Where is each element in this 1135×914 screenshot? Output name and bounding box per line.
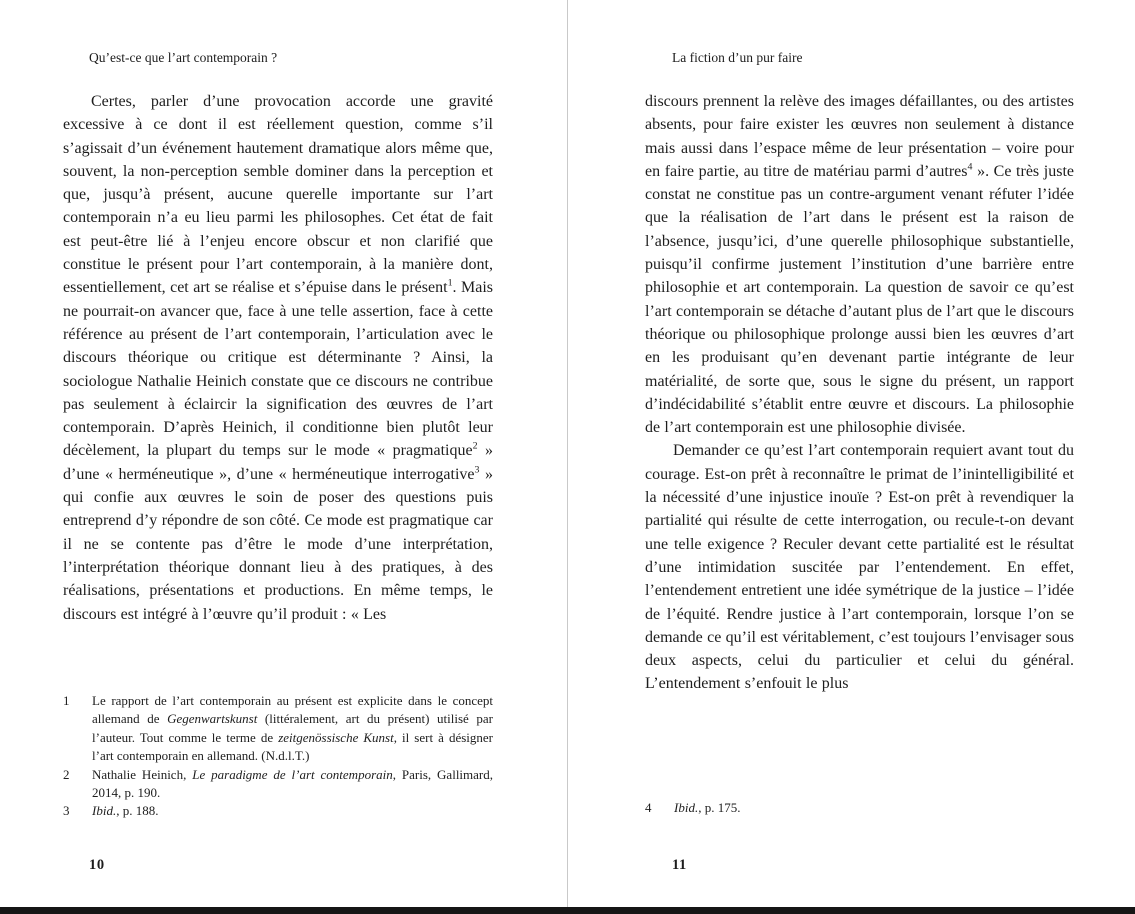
footnote [63,802,493,820]
body-text [63,90,493,626]
running-header: Qu’est-ce que l’art contemporain ? [89,50,278,65]
paragraph: discours prennent la relève des images défaillantes, ou des artistes absents, pour faire exister les œuvres non seulement à distance mais aussi dans l’espace même de leur présentation – voire pour en faire partie, au titre de matériau parmi d’autres$^4$ ». Ce très juste constat ne constitue pas un contre-argument venant réfuter l’idée que la réalisation de l’art dans le présent est la raison de l’absence, jusqu’ici, d’une querelle philosophique substantielle, puisqu’il confirme justement l’institution d’une barrière entre philosophie et art contemporain. La question de savoir ce qu’est l’art contemporain se détache d’autant plus de l’art que le discours théorique ou philosophique prolonge aussi bien les œuvres d’art en les produisant qu’en devenant partie intégrante de leur matérialité, de sorte que, sous le signe du présent, un rapport d’indécidabilité s’établit entre œuvre et discours. La philosophie de l’art contemporain est une philosophie divisée. [645,93,1074,437]
footnotes [63,692,493,821]
body-text [645,90,1074,696]
footnote [645,799,1074,817]
footnote-number: 3 [63,803,70,819]
footnote-text: Nathalie Heinich, Le paradigme de l’art contemporain, Paris, Gallimard, 2014, p. 190. [92,766,493,801]
left-page [0,0,567,914]
footnote-number: 4 [645,800,652,815]
paragraph: Certes, parler d’une provocation accorde une gravité excessive à ce dont il est réellement question, comme s’il s’agissait d’un événement hautement dramatique alors même que, souvent, la non-perception semble dominer dans la perception et que, jusqu’à présent, aucune querelle importante sur l’art contemporain n’a eu lieu parmi les philosophes. Cet état de fait est peut-être lié à l’enjeu encore obscur et non clarifié que constitue le présent pour l’art contemporain, à la manière dont, essentiellement, cet art se réalise et s’épuise dans le présent$^1$. Mais ne pourrait-on avancer que, face à une telle assertion, face à cette référence au présent de l’art contemporain, l’articulation avec le discours théorique ou critique est déterminante ? Ainsi, la sociologue Nathalie Heinich constate que ce discours ne contribue pas seulement à éclaircir la signification des œuvres de l’art contemporain. D’après Heinich, il conditionne bien plutôt leur décèlement, la plupart du temps sur le mode « pragmatique$^2$ » d’une « herméneutique », d’une « herméneutique interrogative$^3$ » qui confie aux œuvres le soin de poser des questions puis entreprend d’y répondre de son côté. Ce mode est pragmatique car il ne se contente pas d’être le mode d’une interprétation, l’interprétation théorique donnant lieu à des pratiques, à des réalisations, présentations et productions. En même temps, le discours est intégré à l’œuvre qu’il produit : « Les [63,93,493,623]
footnote-text: Le rapport de l’art contemporain au présent est explicite dans le concept allemand de Gegenwartskunst (littéralement, art du présent) utilisé par l’auteur. Tout comme le terme de zeitgenössische Kunst, il sert à désigner l’art contemporain en allemand. (N.d.l.T.) [92,693,493,764]
footnotes [645,799,1074,817]
paragraph: Demander ce qu’est l’art contemporain requiert avant tout du courage. Est-on prêt à reconnaître le primat de l’inintelligibilité et la nécessité d’une injustice inouïe ? Est-on prêt à revendiquer la partialité qui résulte de cette interrogation, ou recule-t-on devant une telle exigence ? Reculer devant cette partialité est le résultat d’une intimidation suscitée par l’entendement. En effet, l’entendement entretient une idée symétrique de la justice – l’idée de l’équité. Rendre justice à l’art contemporain, lorsque l’on se demande ce qu’il est véritablement, c’est toujours l’envisager sous deux aspects, celui du particulier et celui du général. L’entendement s’enfouit le plus [645,442,1074,693]
bottom-edge-bar [0,907,1135,914]
page-number: 10 [89,857,105,873]
page-number: 11 [672,857,687,873]
footnote-number: 1 [63,693,70,708]
footnote [63,692,493,766]
footnote-number: 2 [63,766,70,782]
right-page [568,0,1135,914]
footnote-text: Ibid., p. 175. [674,800,741,815]
footnote-text: Ibid., p. 188. [92,803,159,819]
running-header: La fiction d’un pur faire [672,50,803,65]
footnote [63,766,493,803]
